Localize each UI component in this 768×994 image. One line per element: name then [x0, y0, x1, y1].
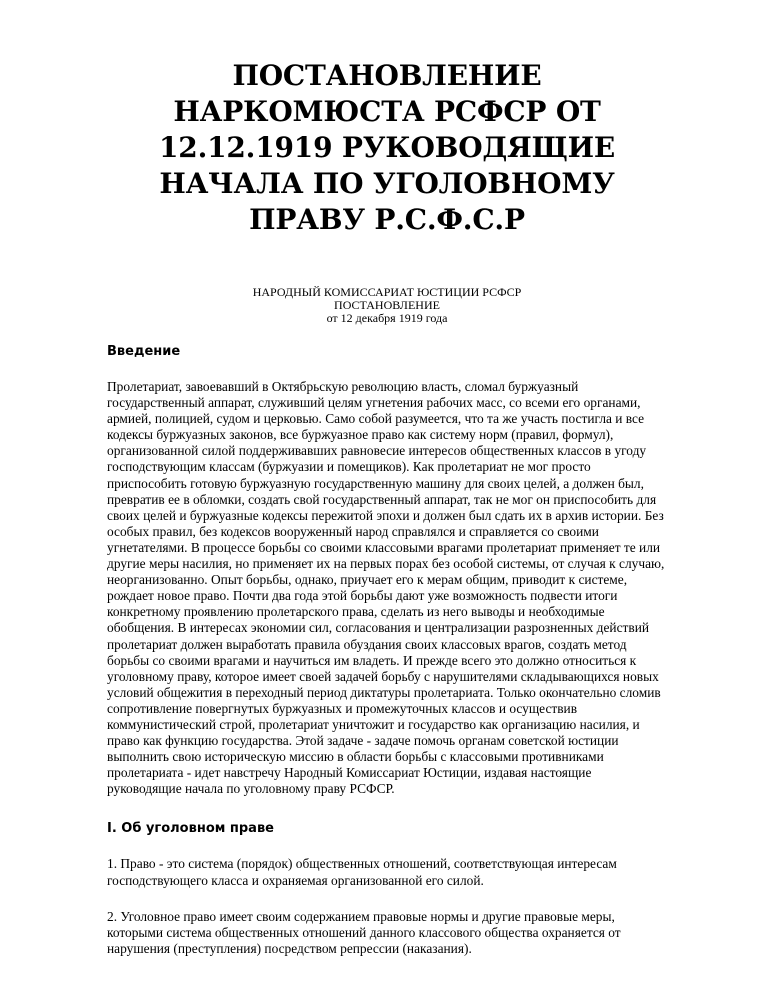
intro-heading: Введение — [107, 344, 181, 359]
document-type: ПОСТАНОВЛЕНИЕ — [334, 298, 440, 312]
section-1-paragraph-1: 1. Право - это система (порядок) общественных отношений, соответствующая интересам господствующего класса и охраняемая организованной его силой. — [107, 856, 617, 888]
document-header — [107, 286, 667, 325]
document-title: ПОСТАНОВЛЕНИЕ НАРКОМЮСТА РСФСР ОТ 12.12.1919 РУКОВОДЯЩИЕ НАЧАЛА ПО УГОЛОВНОМУ ПРАВУ Р.С.Ф.С.Р — [159, 59, 615, 236]
agency-name: НАРОДНЫЙ КОМИССАРИАТ ЮСТИЦИИ РСФСР — [252, 285, 522, 299]
intro-paragraph: Пролетариат, завоевавший в Октябрьскую революцию власть, сломал буржуазный государственный аппарат, служивший целям угнетения рабочих масс, со всеми его органами, армией, полицией, судом и церковью. Само собой разумеется, что та же участь постигла и все кодексы буржуазных законов, все буржуазное право как систему норм (правил, формул), организованной силой поддерживавших равновесие интересов общественных классов в угоду господствующим классам (буржуазии и помещиков). Как пролетариат не мог просто приспособить готовую буржуазную государственную машину для своих целей, а должен был, превратив ее в обломки, создать свой государственный аппарат, так не мог он приспособить для своих целей и буржуазные кодексы пережитой эпохи и должен был сдать их в архив истории. Без особых правил, без кодексов вооруженный народ справлялся и справляется со своими угнетателями. В процессе борьбы со своими классовыми врагами пролетариат применяет те или другие меры насилия, но применяет их на первых порах без особой системы, от случая к случаю, неорганизованно. Опыт борьбы, однако, приучает его к мерам общим, приводит к системе, рождает новое право. Почти два года этой борьбы дают уже возможность подвести итоги конкретному проявлению пролетарского права, сделать из него выводы и необходимые обобщения. В интересах экономии сил, согласования и централизации разрозненных действий пролетариат должен выработать правила обуздания своих классовых врагов, создать метод борьбы со своими врагами и научиться им владеть. И прежде всего это должно относиться к уголовному праву, которое имеет своей задачей борьбу с нарушителями складывающихся новых условий общежития в переходный период диктатуры пролетариата. Только окончательно сломив сопротивление повергнутых буржуазных и промежуточных классов и осуществив коммунистический строй, пролетариат уничтожит и государство как организацию насилия, и право как функцию государства. Этой задаче - задаче помочь органам советской юстиции выполнить свою историческую миссию в области борьбы с классовыми противниками пролетариата - идет навстречу Народный Комиссариат Юстиции, издавая настоящие руководящие начала по уголовному праву РСФСР. — [107, 379, 665, 797]
section-1-heading: I. Об уголовном праве — [107, 821, 275, 837]
document-date: от 12 декабря 1919 года — [326, 311, 448, 325]
section-1-paragraph-2: 2. Уголовное право имеет своим содержанием правовые нормы и другие правовые меры, которыми система общественных отношений данного классового общества охраняется от нарушения (преступления) посредством репрессии (наказания). — [107, 908, 621, 956]
document-page — [107, 58, 667, 957]
